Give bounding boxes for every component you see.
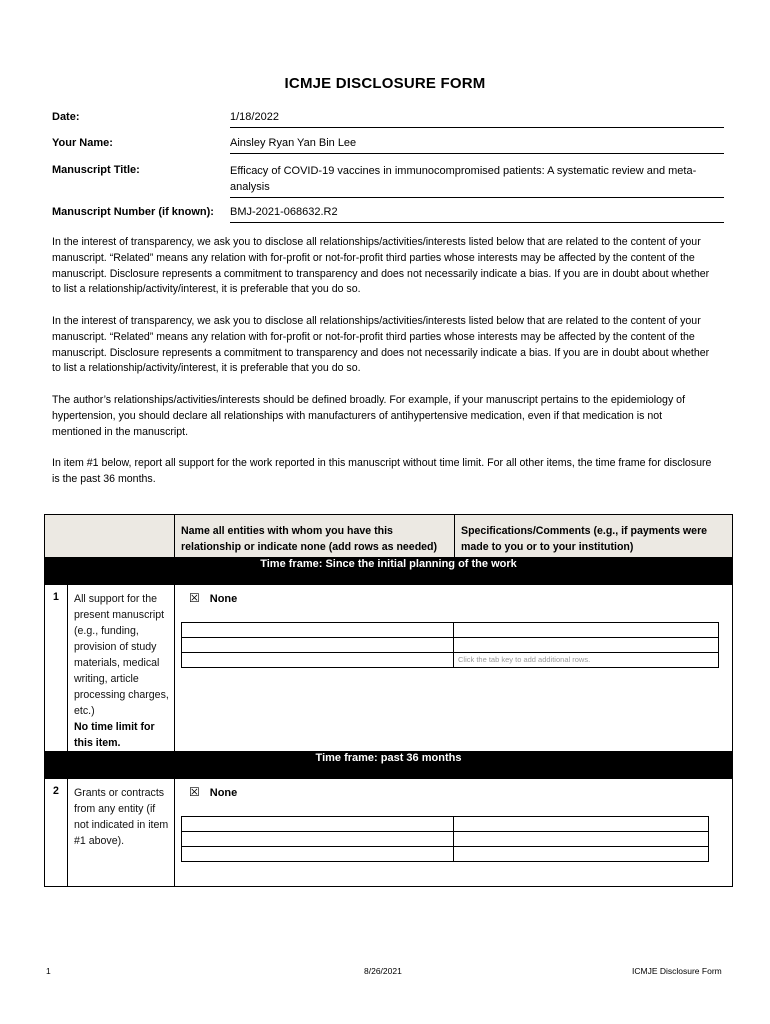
checkbox-checked-icon[interactable]: ☒ xyxy=(189,591,200,605)
date-field[interactable]: 1/18/2022 xyxy=(230,110,724,128)
entry-row xyxy=(182,817,709,832)
none-label: None xyxy=(209,787,238,799)
entry-row xyxy=(182,623,719,638)
checkbox-checked-icon[interactable]: ☒ xyxy=(189,785,200,799)
comment-input[interactable] xyxy=(454,638,719,653)
item-description-text: All support for the present manuscript (e.g., funding, provision of study materials, medical writing, article processing charges, etc.) xyxy=(74,593,169,717)
comment-input[interactable] xyxy=(454,623,719,638)
entity-input[interactable] xyxy=(182,832,454,847)
entry-row xyxy=(182,847,709,862)
entities-column-header xyxy=(175,515,455,558)
item-row-1 xyxy=(45,585,733,752)
item-row-2 xyxy=(45,779,733,887)
item-description xyxy=(68,585,175,752)
item-description xyxy=(68,779,175,887)
entity-input[interactable] xyxy=(182,817,454,832)
item-number: 2 xyxy=(45,779,68,887)
manuscript-number-field[interactable]: BMJ-2021-068632.R2 xyxy=(230,205,724,223)
intro-paragraph-repeat: In the interest of transparency, we ask you to disclose all relationships/activities/interests listed below that are related to the content of your manuscript. “Related” means any relation with for-profit or not-for-profit third parties whose interests may be affected by the content of the manuscript. Disclosure represents a commitment to transparency and does not necessarily indicate a bias. If you are in doubt about whether to list a relationship/activity/interest, it is preferable that you do so. xyxy=(52,315,710,375)
item-note: No time limit for this item. xyxy=(74,721,155,749)
none-option[interactable] xyxy=(189,591,237,605)
timeframe-band-2-text: Time frame: past 36 months xyxy=(45,752,733,779)
entry-row xyxy=(182,653,719,668)
entity-input[interactable] xyxy=(182,653,454,668)
timeframe-band-1-text: Time frame: Since the initial planning of the work xyxy=(45,558,733,585)
entity-input[interactable] xyxy=(182,638,454,653)
item-1-entries xyxy=(175,585,733,752)
table-header-row xyxy=(45,515,733,558)
none-option[interactable] xyxy=(189,785,237,799)
item-2-entries xyxy=(175,779,733,887)
entry-row xyxy=(182,832,709,847)
entities-header-text: Name all entities with whom you have this relationship or indicate none (add rows as needed) xyxy=(181,525,438,553)
item-description-text: Grants or contracts from any entity (if not indicated in item #1 above). xyxy=(74,787,169,847)
tab-hint: Click the tab key to add additional rows. xyxy=(458,655,591,664)
entries-grid xyxy=(181,622,719,668)
entry-row xyxy=(182,638,719,653)
footer-page-number: 1 xyxy=(46,966,51,976)
specs-column-header xyxy=(455,515,733,558)
comment-input[interactable] xyxy=(454,653,719,668)
manuscript-title-label: Manuscript Title: xyxy=(52,164,140,176)
entries-grid xyxy=(181,816,709,862)
comment-input[interactable] xyxy=(454,832,709,847)
name-field[interactable]: Ainsley Ryan Yan Bin Lee xyxy=(230,136,724,154)
manuscript-title-field[interactable]: Efficacy of COVID-19 vaccines in immunocompromised patients: A systematic review and meta-analysis xyxy=(230,163,724,198)
entity-input[interactable] xyxy=(182,847,454,862)
form-title: ICMJE DISCLOSURE FORM xyxy=(284,75,486,92)
comment-input[interactable] xyxy=(454,847,709,862)
disclosure-table xyxy=(44,514,733,887)
footer-form-name: ICMJE Disclosure Form xyxy=(632,966,722,976)
none-label: None xyxy=(209,593,238,605)
specs-header-text: Specifications/Comments (e.g., if payments were made to you or to your institution) xyxy=(461,525,708,553)
intro-paragraph: In the interest of transparency, we ask you to disclose all relationships/activities/interests listed below that are related to the content of your manuscript. “Related” means any relation with for-profit or not-for-profit third parties whose interests may be affected by the content of the manuscript. Disclosure represents a commitment to transparency and does not necessarily indicate a bias. If you are in doubt about whether to list a relationship/activity/interest, it is preferable that you do so. xyxy=(52,236,710,296)
timeframe-paragraph: In item #1 below, report all support for the work reported in this manuscript without time limit. For all other items, the time frame for disclosure is the past 36 months. xyxy=(52,457,712,485)
entity-input[interactable] xyxy=(182,623,454,638)
timeframe-band-1 xyxy=(45,558,733,585)
timeframe-band-2 xyxy=(45,752,733,779)
header-blank-cell xyxy=(45,515,175,558)
name-label: Your Name: xyxy=(52,137,113,149)
definition-paragraph: The author’s relationships/activities/interests should be defined broadly. For example, if your manuscript pertains to the epidemiology of hypertension, you should declare all relationships with manufacturers of antihypertensive medication, even if that medication is not mentioned in the manuscript. xyxy=(52,394,686,438)
comment-input[interactable] xyxy=(454,817,709,832)
manuscript-number-label: Manuscript Number (if known): xyxy=(52,206,214,218)
item-number: 1 xyxy=(45,585,68,752)
footer-date: 8/26/2021 xyxy=(364,966,402,976)
date-label: Date: xyxy=(52,111,80,123)
